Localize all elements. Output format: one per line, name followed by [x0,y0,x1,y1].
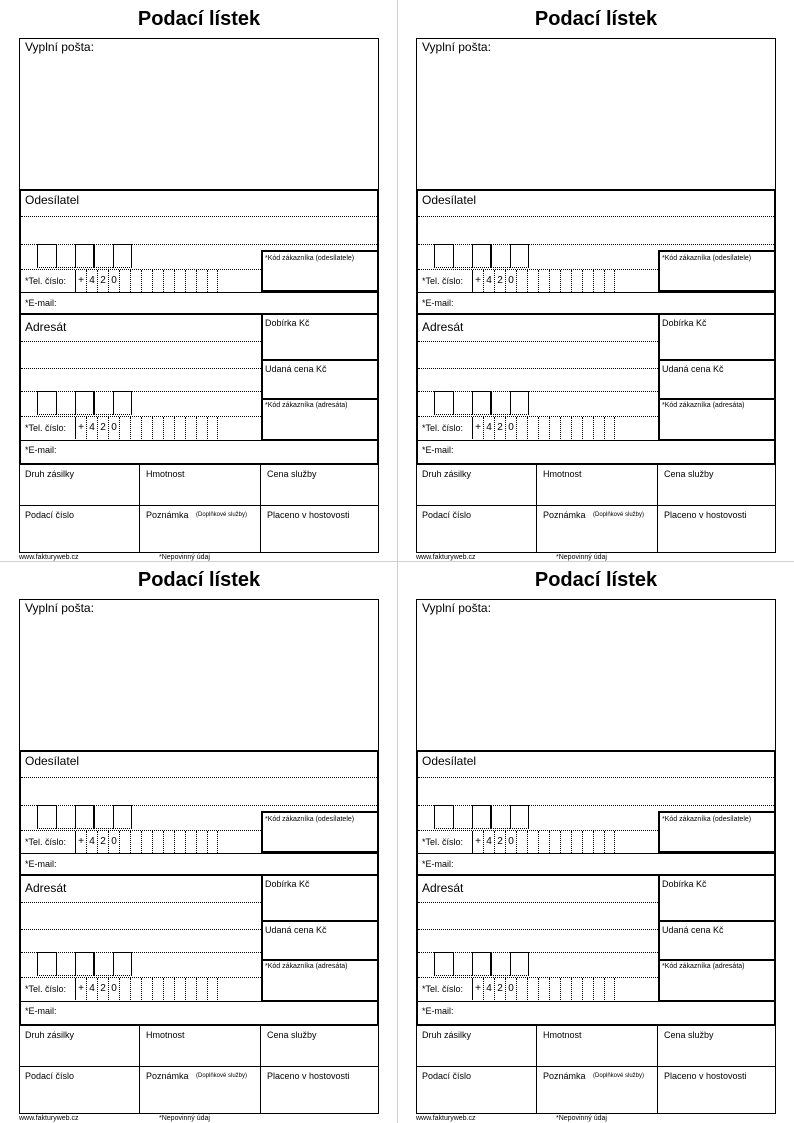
phone-prefix-cell[interactable]: 0 [108,831,119,853]
recipient-phone-label: *Tel. číslo: [25,423,67,433]
phone-digit-cell[interactable] [119,978,130,1000]
sender-address-line [418,216,774,217]
post-office-label: Vyplní pošta: [25,40,94,54]
note-hint: (Doplňkové služby) [196,1073,248,1079]
sender-address-line [21,216,377,217]
sender-label: Odesílatel [25,754,80,768]
footer-site: www.fakturyweb.cz [19,1115,79,1122]
phone-digit-cell[interactable] [174,270,185,292]
sender-email-divider [418,292,774,293]
recipient-postcode-boxes[interactable] [94,391,132,415]
recipient-phone-label: *Tel. číslo: [422,984,464,994]
phone-digit-cell[interactable] [527,831,538,853]
phone-prefix-cell[interactable]: 0 [505,270,516,292]
phone-digit-cell[interactable] [582,270,593,292]
phone-digit-cell[interactable] [560,270,571,292]
phone-digit-cell[interactable] [593,978,604,1000]
phone-digit-cell[interactable] [185,978,196,1000]
phone-prefix-cell[interactable]: 4 [483,270,494,292]
post-office-label: Vyplní pošta: [422,40,491,54]
phone-digit-cell[interactable] [604,417,615,439]
recipient-customer-code-label: *Kód zákazníka (adresáta) [662,963,745,970]
phone-digit-cell[interactable] [185,417,196,439]
recipient-email-label: *E-mail: [25,445,57,455]
sender-phone-label: *Tel. číslo: [422,837,464,847]
slip-title: Podací lístek [534,569,658,591]
phone-digit-cell[interactable] [538,417,549,439]
phone-digit-cell[interactable] [582,831,593,853]
recipient-address-line [21,902,261,903]
sender-customer-code-label: *Kód zákazníka (odesílatele) [662,255,752,262]
phone-prefix-cell[interactable]: 0 [108,270,119,292]
phone-digit-cell[interactable] [538,978,549,1000]
phone-digit-cell[interactable] [141,831,152,853]
recipient-label: Adresát [25,320,67,334]
paid-cash-label: Placeno v hostovosti [267,510,350,520]
sender-phone-label: *Tel. číslo: [422,276,464,286]
sender-address-line [418,777,774,778]
phone-prefix-cell[interactable]: 4 [86,417,97,439]
post-office-box [416,38,776,190]
sender-postcode-boxes[interactable] [94,244,132,268]
sender-phone-field[interactable] [75,831,218,853]
recipient-customer-code-label: *Kód zákazníka (adresáta) [265,963,348,970]
sender-email-divider [418,853,774,854]
service-grid-column [260,464,261,553]
phone-digit-cell[interactable] [593,831,604,853]
phone-prefix-cell[interactable]: + [75,417,86,439]
note-hint: (Doplňkové služby) [593,1073,645,1079]
sender-label: Odesílatel [25,193,80,207]
phone-digit-cell[interactable] [593,270,604,292]
note-label: Poznámka [543,510,586,520]
service-grid-column [260,1025,261,1114]
declared-value-label: Udaná cena Kč [662,364,724,374]
sender-customer-code-label: *Kód zákazníka (odesílatele) [265,816,355,823]
post-office-box [416,599,776,751]
service-grid-column [536,1025,537,1114]
phone-digit-cell[interactable] [163,417,174,439]
phone-digit-cell[interactable] [549,831,560,853]
phone-digit-cell[interactable] [571,831,582,853]
phone-prefix-cell[interactable]: 4 [86,978,97,1000]
phone-digit-cell[interactable] [527,978,538,1000]
slip-bottom-right [416,569,776,1122]
phone-digit-cell[interactable] [516,831,527,853]
sender-phone-label: *Tel. číslo: [25,276,67,286]
footer-site: www.fakturyweb.cz [416,554,476,561]
cod-label: Dobírka Kč [265,879,310,889]
recipient-email-divider [21,440,377,441]
phone-prefix-cell[interactable]: + [75,978,86,1000]
sender-email-divider [21,853,377,854]
phone-digit-cell[interactable] [549,270,560,292]
note-label: Poznámka [543,1071,586,1081]
cod-label: Dobírka Kč [662,318,707,328]
phone-digit-cell[interactable] [538,270,549,292]
sender-customer-code-label: *Kód zákazníka (odesílatele) [265,255,355,262]
recipient-address-line [418,902,658,903]
weight-label: Hmotnost [146,1030,185,1040]
footer-optional: *Nepovinný údaj [556,1115,607,1122]
recipient-address-line [418,368,658,369]
cut-guide-horizontal [0,561,794,562]
parcel-type-label: Druh zásilky [422,1030,472,1040]
sender-customer-code-label: *Kód zákazníka (odesílatele) [662,816,752,823]
parcel-type-label: Druh zásilky [25,1030,75,1040]
recipient-email-divider [21,1001,377,1002]
phone-prefix-cell[interactable]: 0 [505,417,516,439]
phone-digit-cell[interactable] [141,978,152,1000]
slip-top-left [19,8,379,561]
tracking-number-label: Podací číslo [25,1071,75,1081]
sender-postcode-boxes[interactable] [491,805,529,829]
recipient-phone-field[interactable] [472,417,615,439]
phone-digit-cell[interactable] [604,270,615,292]
sender-phone-field[interactable] [472,270,615,292]
phone-digit-cell[interactable] [119,417,130,439]
phone-prefix-cell[interactable]: 2 [97,978,108,1000]
cod-label: Dobírka Kč [265,318,310,328]
declared-value-label: Udaná cena Kč [265,925,327,935]
phone-digit-cell[interactable] [560,831,571,853]
declared-value-label: Udaná cena Kč [662,925,724,935]
recipient-postcode-boxes[interactable] [37,952,94,976]
recipient-address-line [21,368,261,369]
phone-digit-cell[interactable] [527,417,538,439]
phone-digit-cell[interactable] [538,831,549,853]
recipient-phone-field[interactable] [75,978,218,1000]
phone-prefix-cell[interactable]: 2 [97,831,108,853]
phone-prefix-cell[interactable]: 4 [86,831,97,853]
service-grid-column [139,1025,140,1114]
post-office-box [19,38,379,190]
sender-phone-label: *Tel. číslo: [25,837,67,847]
sender-postcode-boxes[interactable] [94,805,132,829]
phone-digit-cell[interactable] [174,978,185,1000]
service-grid-column [536,464,537,553]
tracking-number-label: Podací číslo [422,510,472,520]
recipient-label: Adresát [422,320,464,334]
phone-digit-cell[interactable] [604,831,615,853]
phone-digit-cell[interactable] [163,270,174,292]
phone-prefix-cell[interactable]: 2 [97,417,108,439]
phone-digit-cell[interactable] [196,417,207,439]
phone-prefix-cell[interactable]: 4 [86,270,97,292]
phone-digit-cell[interactable] [516,417,527,439]
service-price-label: Cena služby [664,1030,714,1040]
service-price-label: Cena služby [267,1030,317,1040]
phone-digit-cell[interactable] [163,978,174,1000]
recipient-email-divider [418,440,774,441]
sender-label: Odesílatel [422,193,477,207]
recipient-address-line [418,929,658,930]
slip-title: Podací lístek [534,8,658,30]
footer-optional: *Nepovinný údaj [556,554,607,561]
weight-label: Hmotnost [543,469,582,479]
phone-digit-cell[interactable] [593,417,604,439]
paid-cash-label: Placeno v hostovosti [664,1071,747,1081]
phone-digit-cell[interactable] [560,417,571,439]
recipient-phone-field[interactable] [472,978,615,1000]
phone-digit-cell[interactable] [174,831,185,853]
sender-postcode-boxes[interactable] [37,244,94,268]
note-hint: (Doplňkové služby) [196,512,248,518]
phone-prefix-cell[interactable]: 0 [108,417,119,439]
note-label: Poznámka [146,1071,189,1081]
recipient-email-label: *E-mail: [25,1006,57,1016]
service-price-label: Cena služby [267,469,317,479]
sender-label: Odesílatel [422,754,477,768]
phone-prefix-cell[interactable]: + [472,978,483,1000]
phone-prefix-cell[interactable]: 4 [483,417,494,439]
parcel-type-label: Druh zásilky [422,469,472,479]
phone-digit-cell[interactable] [560,978,571,1000]
phone-digit-cell[interactable] [185,831,196,853]
phone-digit-cell[interactable] [207,978,218,1000]
phone-digit-cell[interactable] [196,270,207,292]
recipient-label: Adresát [25,881,67,895]
post-office-label: Vyplní pošta: [25,601,94,615]
phone-prefix-cell[interactable]: 4 [483,978,494,1000]
service-price-label: Cena služby [664,469,714,479]
service-grid-column [657,1025,658,1114]
footer-optional: *Nepovinný údaj [159,1115,210,1122]
phone-digit-cell[interactable] [130,978,141,1000]
phone-digit-cell[interactable] [119,270,130,292]
phone-digit-cell[interactable] [152,831,163,853]
phone-prefix-cell[interactable]: + [75,831,86,853]
phone-prefix-cell[interactable]: + [472,417,483,439]
sender-postcode-boxes[interactable] [434,244,491,268]
recipient-postcode-boxes[interactable] [434,391,491,415]
sender-email-label: *E-mail: [25,859,57,869]
phone-digit-cell[interactable] [571,417,582,439]
declared-value-label: Udaná cena Kč [265,364,327,374]
note-hint: (Doplňkové služby) [593,512,645,518]
phone-digit-cell[interactable] [582,417,593,439]
phone-digit-cell[interactable] [207,270,218,292]
paid-cash-label: Placeno v hostovosti [267,1071,350,1081]
recipient-email-label: *E-mail: [422,1006,454,1016]
note-label: Poznámka [146,510,189,520]
parcel-type-label: Druh zásilky [25,469,75,479]
post-office-label: Vyplní pošta: [422,601,491,615]
footer-optional: *Nepovinný údaj [159,554,210,561]
sender-phone-field[interactable] [472,831,615,853]
phone-digit-cell[interactable] [516,978,527,1000]
phone-digit-cell[interactable] [582,978,593,1000]
recipient-postcode-boxes[interactable] [94,952,132,976]
sender-address-line [21,777,377,778]
phone-digit-cell[interactable] [604,978,615,1000]
phone-digit-cell[interactable] [130,270,141,292]
recipient-address-line [21,341,261,342]
phone-prefix-cell[interactable]: 2 [494,417,505,439]
phone-digit-cell[interactable] [549,978,560,1000]
sender-email-label: *E-mail: [422,298,454,308]
phone-digit-cell[interactable] [174,417,185,439]
phone-digit-cell[interactable] [516,270,527,292]
cod-label: Dobírka Kč [662,879,707,889]
recipient-phone-label: *Tel. číslo: [25,984,67,994]
service-grid-divider [416,505,776,506]
phone-prefix-cell[interactable]: 0 [505,978,516,1000]
phone-digit-cell[interactable] [130,417,141,439]
phone-prefix-cell[interactable]: 2 [97,270,108,292]
phone-digit-cell[interactable] [163,831,174,853]
paid-cash-label: Placeno v hostovosti [664,510,747,520]
service-grid-divider [19,505,379,506]
service-grid-column [139,464,140,553]
phone-digit-cell[interactable] [527,270,538,292]
sender-email-label: *E-mail: [422,859,454,869]
recipient-postcode-boxes[interactable] [491,391,529,415]
phone-digit-cell[interactable] [152,978,163,1000]
service-grid-divider [19,1066,379,1067]
slip-title: Podací lístek [137,8,261,30]
sender-phone-field[interactable] [75,270,218,292]
sender-postcode-boxes[interactable] [37,805,94,829]
recipient-label: Adresát [422,881,464,895]
phone-digit-cell[interactable] [141,417,152,439]
recipient-phone-label: *Tel. číslo: [422,423,464,433]
phone-digit-cell[interactable] [207,831,218,853]
slip-title: Podací lístek [137,569,261,591]
phone-digit-cell[interactable] [549,417,560,439]
sender-postcode-boxes[interactable] [491,244,529,268]
recipient-email-divider [418,1001,774,1002]
recipient-postcode-boxes[interactable] [491,952,529,976]
phone-prefix-cell[interactable]: 4 [483,831,494,853]
phone-digit-cell[interactable] [571,978,582,1000]
weight-label: Hmotnost [146,469,185,479]
phone-prefix-cell[interactable]: 0 [505,831,516,853]
phone-digit-cell[interactable] [141,270,152,292]
footer-site: www.fakturyweb.cz [19,554,79,561]
phone-prefix-cell[interactable]: + [472,270,483,292]
phone-prefix-cell[interactable]: + [472,831,483,853]
post-office-box [19,599,379,751]
phone-digit-cell[interactable] [130,831,141,853]
phone-prefix-cell[interactable]: 2 [494,978,505,1000]
recipient-customer-code-label: *Kód zákazníka (adresáta) [265,402,348,409]
service-grid-column [657,464,658,553]
phone-digit-cell[interactable] [207,417,218,439]
sender-email-divider [21,292,377,293]
phone-prefix-cell[interactable]: 2 [494,831,505,853]
phone-digit-cell[interactable] [571,270,582,292]
tracking-number-label: Podací číslo [422,1071,472,1081]
phone-digit-cell[interactable] [152,417,163,439]
footer-site: www.fakturyweb.cz [416,1115,476,1122]
phone-digit-cell[interactable] [152,270,163,292]
recipient-address-line [21,929,261,930]
recipient-postcode-boxes[interactable] [37,391,94,415]
phone-digit-cell[interactable] [196,978,207,1000]
recipient-customer-code-label: *Kód zákazníka (adresáta) [662,402,745,409]
service-grid-divider [416,1066,776,1067]
sender-email-label: *E-mail: [25,298,57,308]
phone-prefix-cell[interactable]: + [75,270,86,292]
phone-prefix-cell[interactable]: 2 [494,270,505,292]
phone-digit-cell[interactable] [196,831,207,853]
slip-bottom-left [19,569,379,1122]
recipient-email-label: *E-mail: [422,445,454,455]
phone-digit-cell[interactable] [119,831,130,853]
tracking-number-label: Podací číslo [25,510,75,520]
weight-label: Hmotnost [543,1030,582,1040]
recipient-postcode-boxes[interactable] [434,952,491,976]
recipient-phone-field[interactable] [75,417,218,439]
slip-top-right [416,8,776,561]
phone-digit-cell[interactable] [185,270,196,292]
phone-prefix-cell[interactable]: 0 [108,978,119,1000]
sender-postcode-boxes[interactable] [434,805,491,829]
recipient-address-line [418,341,658,342]
